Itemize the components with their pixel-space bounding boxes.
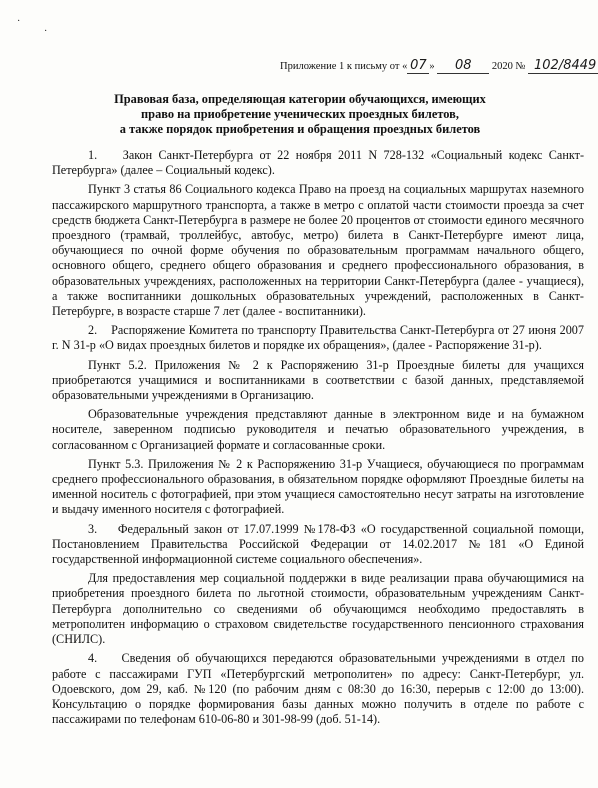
document-body: [52, 148, 584, 731]
scan-speck: ·: [44, 26, 48, 37]
paragraph: Для предоставления мер социальной поддержки в виде реализации права обучающимися на приобретения проездного билета по льготной стоимости, образовательным учреждениям Санкт-Петербурга дополнительно со сведениями об обучающимся необходимо предоставлять в метрополитен информацию о страховом свидетельстве государственного пенсионного страхования (СНИЛС).: [52, 571, 584, 647]
header-number: 102/8449: [528, 58, 598, 74]
document-title: [40, 92, 560, 137]
header-month: 08: [437, 58, 489, 74]
paragraph: Образовательные учреждения представляют данные в электронном виде и на бумажном носителе, заверенном подписью руководителя и печатью образовательного учреждения, в согласованном с Организацией формате и согласованные сроки.: [52, 407, 584, 452]
header-year: 2020 №: [491, 61, 526, 72]
paragraph-item-1: 1. Закон Санкт-Петербурга от 22 ноября 2011 N 728-132 «Социальный кодекс Санкт-Петербурга» (далее – Социальный кодекс).: [52, 148, 584, 178]
header-mid: »: [429, 61, 435, 72]
title-line: а также порядок приобретения и обращения проездных билетов: [119, 122, 481, 136]
paragraph: Пункт 5.2. Приложения № 2 к Распоряжению 31-р Проездные билеты для учащихся приобретаются учащимися и воспитанниками в соответствии с базой данных, представляемой образовательными учреждениями в Организацию.: [52, 357, 584, 403]
paragraph: Пункт 5.3. Приложения № 2 к Распоряжению 31-р Учащиеся, обучающиеся по программам среднего профессионального образования, в обязательном порядке оформляют Проездные билеты на именной носитель с фотографией, при этом учащиеся самостоятельно несут затраты на изготовление и выдачу именного носителя с фотографией.: [52, 456, 584, 517]
attachment-header: [280, 58, 597, 74]
paragraph-item-4: 4. Сведения об обучающихся передаются образовательными учреждениями в отдел по работе с пассажирами ГУП «Петербургский метрополитен» по адресу: Санкт-Петербург, ул. Одоевского, дом 29, каб. №120 (по рабочим дням с 08:30 до 16:30, перерыв с 12:00 до 13:00). Консультацию о порядке формирования базы данных можно получить в отделе по работе с пассажирами по телефонам 610-06-80 и 301-98-99 (доб. 51-14).: [52, 651, 584, 727]
title-line: право на приобретение ученических проездных билетов,: [141, 107, 459, 121]
paragraph-item-3: 3. Федеральный закон от 17.07.1999 №178-ФЗ «О государственной социальной помощи, Постановлением Правительства Российской Федерации от 14.02.2017 №181 «О Единой государственной информационной системе социального обеспечения».: [52, 521, 584, 567]
header-prefix: Приложение 1 к письму от «: [280, 61, 408, 72]
title-line: Правовая база, определяющая категории обучающихся, имеющих: [114, 92, 486, 106]
paragraph-item-2: 2. Распоряжение Комитета по транспорту Правительства Санкт-Петербурга от 27 июня 2007 г. N 31-р «О видах проездных билетов и порядке их обращения», (далее - Распоряжение 31-р).: [52, 323, 584, 353]
header-day: 07: [407, 58, 429, 74]
scan-speck: ·: [17, 16, 21, 27]
paragraph: Пункт 3 статья 86 Социального кодекса Право на проезд на социальных маршрутах наземного пассажирского маршрутного транспорта, а также в метро с оплатой части стоимости проезда за счет средств бюджета Санкт-Петербурга в размере не более 20 процентов от стоимости единого месячного проездного (трамвай, троллейбус, автобус, метро) билета в Санкт-Петербурге имеют лица, обучающиеся по очной форме обучения по образовательным программам начального общего, основного общего, среднего общего образования и среднего профессионального образования, в образовательных учреждениях, расположенных на территории Санкт-Петербурга (далее - учащиеся), а также воспитанники дошкольных образовательных учреждений, расположенных в Санкт-Петербурге, в возрасте старше 7 лет (далее - воспитанники).: [52, 182, 584, 319]
